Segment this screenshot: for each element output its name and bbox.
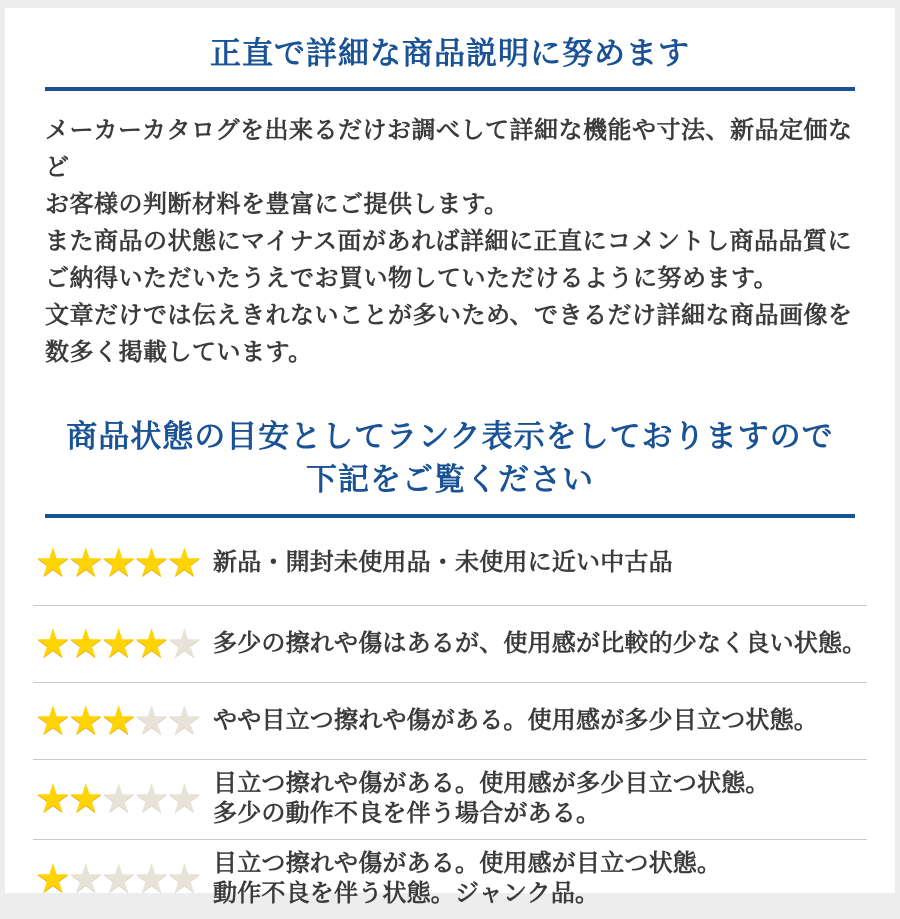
paragraph-line: 文章だけでは伝えきれないことが多いため、できるだけ詳細な商品画像を [45,302,853,329]
blue-divider [45,87,855,91]
stars-filled-icon: ★★★ [35,699,134,743]
star-rating [35,701,203,741]
rank-row-2-stars [33,760,867,839]
rank-description-line: 目立つ擦れや傷がある。使用感が目立つ状態。 [213,850,722,877]
rank-description [213,629,866,659]
blue-divider [45,514,855,518]
content-card [5,8,895,907]
rank-legend [5,519,895,919]
rank-row-4-stars [33,606,867,682]
policy-paragraph [45,112,855,371]
rank-row-1-star [33,840,867,919]
policy-section [5,34,895,518]
paragraph-line: 数多く掲載しています。 [45,339,313,366]
stars-filled-icon: ★★ [35,777,101,821]
star-rating [35,624,203,664]
paragraph-line: お客様の判断材料を豊富にご提供します。 [45,191,509,218]
rank-description-line: 目立つ擦れや傷がある。使用感が多少目立つ状態。 [213,770,770,797]
rank-description [213,769,770,829]
stars-filled-icon: ★★★★★ [35,541,200,585]
rank-row-5-stars [33,519,867,605]
stars-empty-icon: ★ [166,622,200,666]
stars-empty-icon: ★★ [133,699,200,743]
star-rating [35,543,203,583]
stars-filled-icon: ★★★★ [35,622,167,666]
policy-title: 正直で詳細な商品説明に努めます [210,36,690,71]
paragraph-line: また商品の状態にマイナス面があれば詳細に正直にコメントし商品品質に [45,228,853,255]
rank-description [213,548,673,578]
rank-description-line: 新品・開封未使用品・未使用に近い中古品 [213,549,673,576]
rank-row-3-stars [33,683,867,759]
stars-empty-icon: ★★★ [100,777,200,821]
rank-title-line1: 商品状態の目安としてランク表示をしておりますので [66,419,834,454]
stars-empty-icon: ★★★★ [67,857,200,901]
rank-description-line: 多少の擦れや傷はあるが、使用感が比較的少なく良い状態。 [213,630,867,657]
paragraph-line: ご納得いただいたうえでお買い物していただけるように努めます。 [45,265,779,292]
rank-section-title [45,415,855,501]
rank-title-line2: 下記をご覧ください [306,462,594,497]
star-rating [35,779,203,819]
rank-description-line: 多少の動作不良を伴う場合がある。 [213,800,601,827]
rank-description [213,849,721,909]
rank-description-line: 動作不良を伴う状態。ジャンク品。 [213,880,600,907]
star-rating [35,859,203,899]
paragraph-line: メーカーカタログを出来るだけお調べして詳細な機能や寸法、新品定価など [45,117,853,181]
stars-filled-icon: ★ [35,857,68,901]
rank-description-line: やや目立つ擦れや傷がある。使用感が多少目立つ状態。 [213,707,818,734]
rank-description [213,706,818,736]
